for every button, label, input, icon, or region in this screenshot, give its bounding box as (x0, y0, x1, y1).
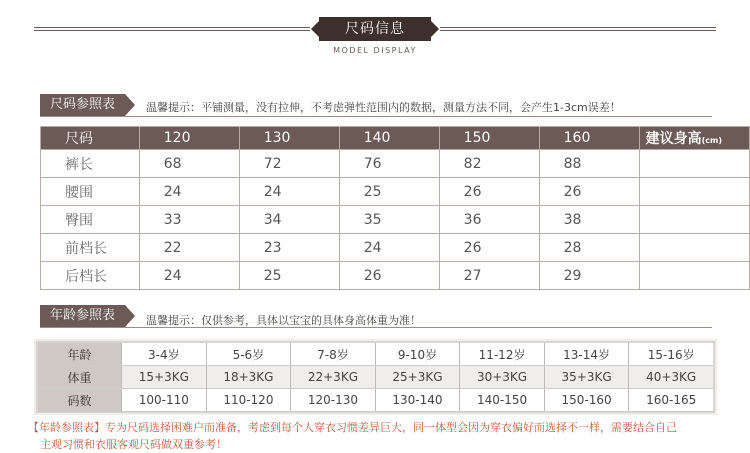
size-chart-header-row (41, 127, 750, 150)
table-cell: 88 (539, 150, 639, 178)
table-cell: 13-14岁 (544, 343, 629, 366)
table-cell: 26 (539, 178, 639, 206)
table-cell: 35+3KG (544, 366, 629, 389)
table-cell: 68 (139, 150, 239, 178)
footer-line-2: 主观习惯和衣服客观尺码做双重参考！ (40, 438, 227, 451)
table-row (41, 150, 750, 178)
age-chart-table (38, 343, 713, 412)
table-cell: 5-6岁 (206, 343, 291, 366)
table-cell: 76 (339, 150, 439, 178)
age-chart-note: 温馨提示：仅供参考，具体以宝宝的具体身高体重为准！ (146, 314, 421, 327)
table-cell (639, 150, 749, 178)
table-cell: 25 (239, 262, 339, 290)
table-cell: 15-16岁 (629, 343, 713, 366)
table-cell: 38 (539, 206, 639, 234)
size-chart-rule (40, 116, 712, 117)
table-cell: 22 (139, 234, 239, 262)
size-header-cell: 尺码 (41, 127, 140, 150)
row-label: 后档长 (41, 262, 140, 290)
table-cell: 26 (439, 178, 539, 206)
header-rule-left (34, 27, 310, 31)
row-label: 裤长 (41, 150, 140, 178)
table-cell: 27 (439, 262, 539, 290)
table-cell: 72 (239, 150, 339, 178)
table-cell: 7-8岁 (291, 343, 376, 366)
table-cell (639, 206, 749, 234)
table-cell: 9-10岁 (375, 343, 460, 366)
table-cell: 34 (239, 206, 339, 234)
size-header-cell: 140 (339, 127, 439, 150)
table-row (38, 389, 713, 412)
age-chart-tag: 年龄参照表 (40, 305, 125, 327)
size-header-cell: 120 (139, 127, 239, 150)
table-cell: 130-140 (375, 389, 460, 412)
page-title: 尺码信息 (319, 17, 431, 41)
height-unit: (cm) (701, 136, 722, 145)
table-row (38, 343, 713, 366)
table-cell: 24 (239, 178, 339, 206)
table-row (41, 234, 750, 262)
table-cell: 22+3KG (291, 366, 376, 389)
table-cell: 110-120 (206, 389, 291, 412)
table-cell: 29 (539, 262, 639, 290)
row-label: 前档长 (41, 234, 140, 262)
table-cell: 40+3KG (629, 366, 713, 389)
height-header-label: 建议身高 (645, 131, 702, 147)
table-cell: 26 (339, 262, 439, 290)
table-cell: 3-4岁 (122, 343, 207, 366)
header-rule-right (440, 27, 716, 31)
table-cell: 30+3KG (460, 366, 545, 389)
table-cell (639, 178, 749, 206)
table-cell (639, 262, 749, 290)
footer-line-1: 【年龄参照表】专为尺码选择困难户而准备，考虑到每个人穿衣习惯差异巨大，同一体型会因为穿衣偏好而选择不一样，需要结合自己 (28, 421, 677, 434)
table-cell: 26 (439, 234, 539, 262)
table-cell: 140-150 (460, 389, 545, 412)
table-cell: 160-165 (629, 389, 713, 412)
table-cell: 33 (139, 206, 239, 234)
size-header-cell: 150 (439, 127, 539, 150)
table-cell: 24 (139, 262, 239, 290)
table-row (41, 178, 750, 206)
table-cell: 36 (439, 206, 539, 234)
row-label: 腰围 (41, 178, 140, 206)
table-cell: 24 (339, 234, 439, 262)
size-header-cell: 160 (539, 127, 639, 150)
table-cell: 82 (439, 150, 539, 178)
size-header-cell: 130 (239, 127, 339, 150)
table-cell: 120-130 (291, 389, 376, 412)
table-cell: 25+3KG (375, 366, 460, 389)
height-header-cell (639, 127, 749, 150)
size-chart-tag: 尺码参照表 (40, 94, 125, 116)
row-label: 体重 (38, 366, 122, 389)
table-cell: 100-110 (122, 389, 207, 412)
table-cell: 11-12岁 (460, 343, 545, 366)
size-chart-note: 温馨提示：平铺测量，没有拉伸，不考虑弹性范围内的数据，测量方法不同，会产生1-3cm误差！ (146, 101, 621, 114)
size-chart-table (40, 126, 750, 290)
table-cell: 25 (339, 178, 439, 206)
table-cell: 24 (139, 178, 239, 206)
table-row (41, 262, 750, 290)
row-label: 年龄 (38, 343, 122, 366)
row-label: 臀围 (41, 206, 140, 234)
table-cell: 15+3KG (122, 366, 207, 389)
table-cell: 28 (539, 234, 639, 262)
page-subtitle: MODEL DISPLAY (333, 46, 417, 55)
table-cell: 18+3KG (206, 366, 291, 389)
table-row (38, 366, 713, 389)
row-label: 码数 (38, 389, 122, 412)
table-cell (639, 234, 749, 262)
table-cell: 150-160 (544, 389, 629, 412)
table-row (41, 206, 750, 234)
table-cell: 23 (239, 234, 339, 262)
table-cell: 35 (339, 206, 439, 234)
